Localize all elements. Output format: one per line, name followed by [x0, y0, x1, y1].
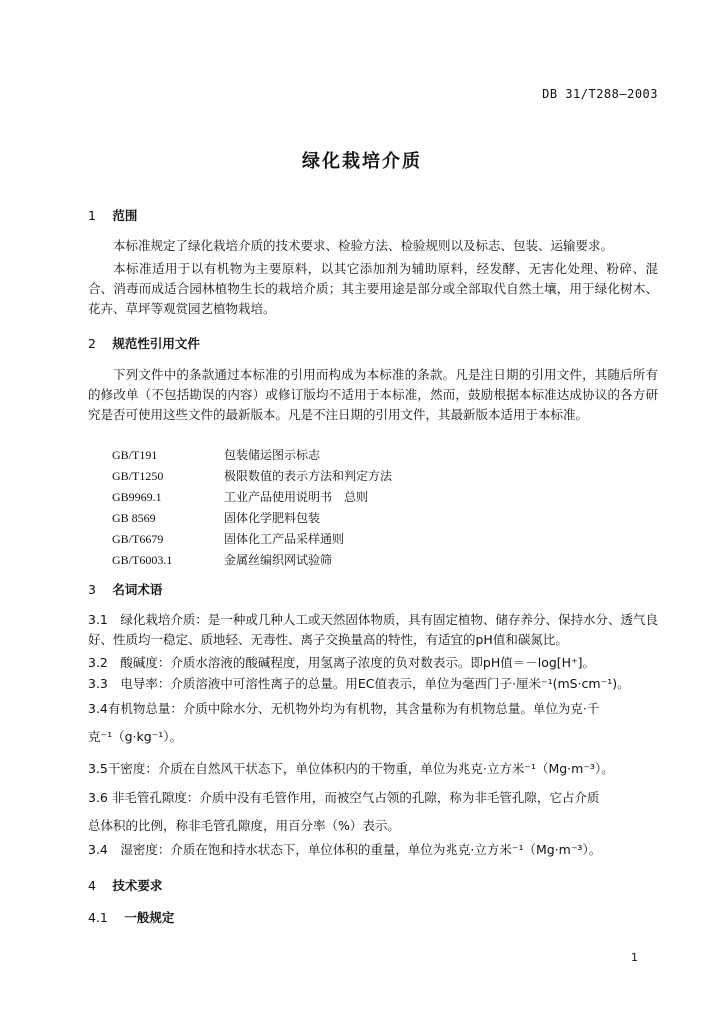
reference-name: 包装储运图示标志	[224, 448, 321, 462]
scope-paragraph-1: 本标准规定了绿化栽培介质的技术要求、检验方法、检验规则以及标志、包装、运输要求。	[113, 238, 614, 253]
section-title: 范围	[112, 208, 138, 223]
term-3-5: 3.5干密度：介质在自然风干状态下，单位体积内的干物重，单位为兆克·立方米⁻¹（Mg·m⁻³）。	[88, 761, 614, 776]
reference-item	[112, 488, 368, 505]
term-3-4-line-2: 克⁻¹（g·kg⁻¹）。	[88, 729, 183, 744]
reference-code: GB/T6003.1	[112, 553, 173, 567]
section-number: 4	[88, 878, 96, 893]
reference-item	[112, 446, 320, 463]
section-2-heading	[88, 334, 200, 352]
reference-name: 固体化工产品采样通则	[224, 532, 345, 546]
term-3-2: 3.2 酸碱度：介质水溶液的酸碱程度，用氢离子浓度的负对数表示。即pH值＝－log[H⁺]。	[88, 655, 596, 670]
term-3-1: 3.1 绿化栽培介质：是一种或几种人工或天然固体物质，具有固定植物、储存养分、保持水分、透气良好、性质均一稳定、质地轻、无毒性、离子交换量高的特性，有适宜的pH值和碳氮比。	[88, 612, 658, 647]
reference-code: GB9969.1	[112, 490, 162, 504]
normative-references-paragraph: 下列文件中的条款通过本标准的引用而构成为本标准的条款。凡是注日期的引用文件，其随后所有的修改单（不包括勘误的内容）或修订版均不适用于本标准，然而，鼓励根据本标准达成协议的各方研究是否可使用这些文件的最新版本。凡是不注日期的引用文件，其最新版本适用于本标准。	[88, 367, 658, 422]
term-3-6-line-2: 总体积的比例，称非毛管孔隙度，用百分率（%）表示。	[88, 818, 400, 833]
section-title: 规范性引用文件	[112, 336, 200, 351]
term-3-3: 3.3 电导率：介质溶液中可溶性离子的总量。用EC值表示，单位为毫西门子·厘米⁻¹(mS·cm⁻¹)。	[88, 676, 630, 691]
subsection-title: 一般规定	[124, 910, 175, 925]
subsection-number: 4.1	[88, 910, 108, 925]
reference-item	[112, 551, 332, 568]
reference-name: 金属丝编织网试验筛	[224, 553, 333, 567]
section-4-heading	[88, 876, 162, 894]
reference-item	[112, 467, 392, 484]
reference-name: 固体化学肥料包装	[224, 511, 321, 525]
section-3-heading	[88, 580, 162, 598]
term-3-4-line-1: 3.4有机物总量：介质中除水分、无机物外均为有机物，其含量称为有机物总量。单位为克·千	[88, 701, 600, 716]
section-number: 2	[88, 336, 96, 351]
page-number: 1	[631, 951, 638, 964]
reference-name: 工业产品使用说明书 总则	[224, 490, 369, 504]
term-3-7: 3.4 湿密度：介质在饱和持水状态下，单位体积的重量，单位为兆克·立方米⁻¹（Mg·m⁻³）。	[88, 842, 602, 857]
reference-code: GB/T1250	[112, 469, 164, 483]
section-title: 名词术语	[112, 582, 163, 597]
scope-paragraph-2: 本标准适用于以有机物为主要原料，以其它添加剂为辅助原料，经发酵、无害化处理、粉碎、混合、消毒而成适合园林植物生长的栽培介质；其主要用途是部分或全部取代自然土壤，用于绿化树木、花卉、草坪等观赏园艺植物栽培。	[88, 261, 658, 316]
section-number: 3	[88, 582, 96, 597]
term-3-6-line-1: 3.6 非毛管孔隙度：介质中没有毛管作用，而被空气占领的孔隙，称为非毛管孔隙，它占介质	[88, 790, 600, 805]
section-number: 1	[88, 208, 96, 223]
reference-code: GB/T6679	[112, 532, 164, 546]
reference-name: 极限数值的表示方法和判定方法	[224, 469, 393, 483]
reference-item	[112, 530, 344, 547]
reference-item	[112, 509, 320, 526]
section-title: 技术要求	[112, 878, 163, 893]
reference-code: GB/T191	[112, 448, 158, 462]
standard-number: DB 31/T288—2003	[542, 87, 658, 101]
section-1-heading	[88, 206, 137, 224]
document-title: 绿化栽培介质	[302, 151, 422, 172]
subsection-4-1-heading	[88, 908, 174, 926]
reference-code: GB 8569	[112, 511, 156, 525]
